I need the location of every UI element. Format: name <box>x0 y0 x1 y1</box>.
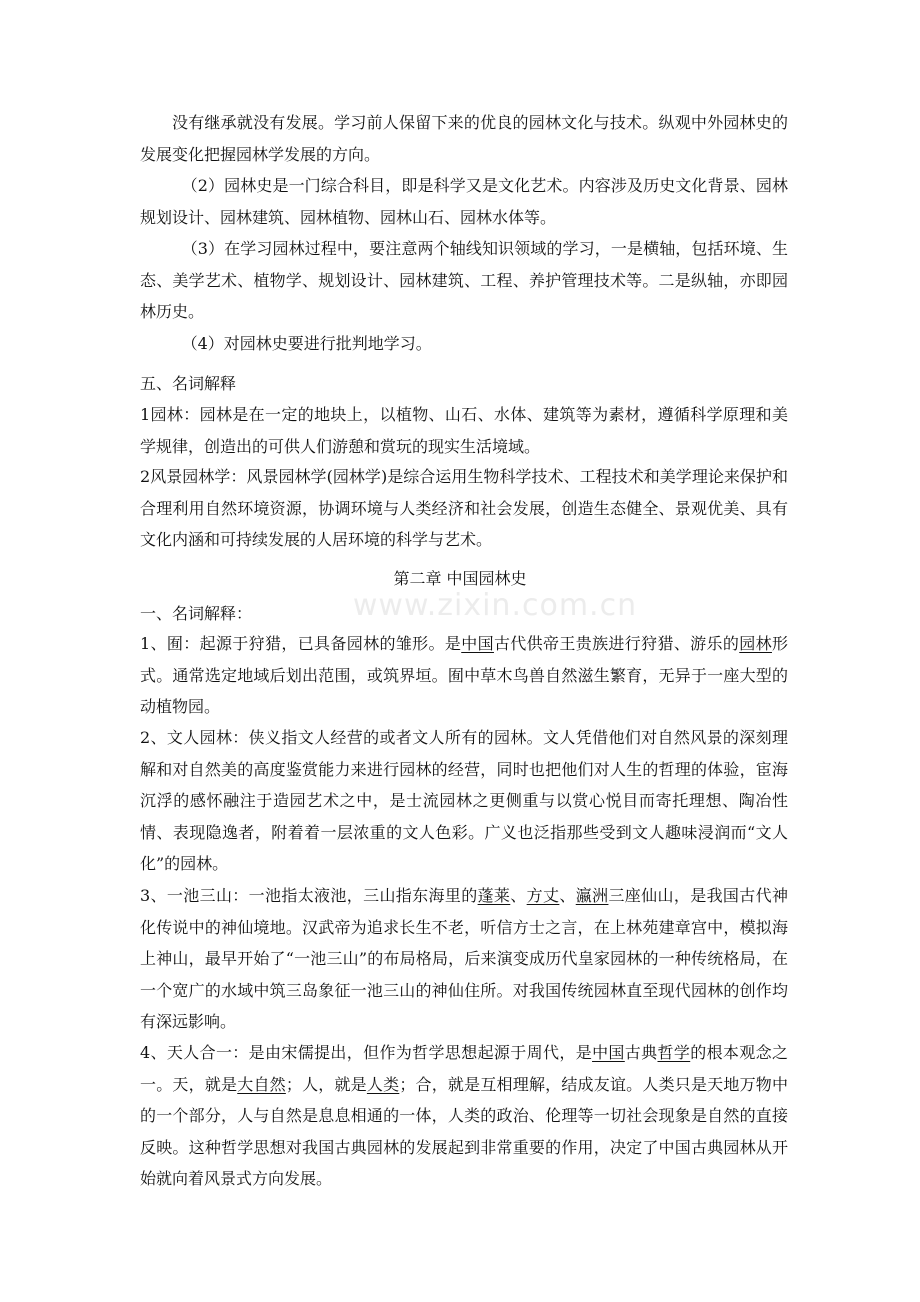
definition-text: 4、天人合一：是由宋儒提出，但作为哲学思想起源于周代，是 <box>140 1043 593 1062</box>
section-heading: 一、名词解释： <box>140 604 253 623</box>
watermark: www.zixin.com.cn <box>352 588 638 623</box>
hyperlink[interactable]: 中国 <box>461 634 494 653</box>
intro-paragraph-1: 没有继承就没有发展。学习前人保留下来的优良的园林文化与技术。纵观中外园林史的发展变化把握园林学发展的方向。 <box>140 113 788 164</box>
intro-paragraph-4: （4）对园林史要进行批判地学习。 <box>181 334 432 353</box>
definition-text: 3、一池三山：一池指太液池，三山指东海里的 <box>140 886 478 905</box>
hyperlink[interactable]: 瀛洲 <box>575 886 609 905</box>
hyperlink[interactable]: 哲学 <box>657 1043 691 1062</box>
intro-paragraph-3: （3）在学习园林过程中，要注意两个轴线知识领域的学习，一是横轴，包括环境、生态、美学艺术、植物学、规划设计、园林建筑、工程、养护管理技术等。二是纵轴，亦即园林历史。 <box>140 239 788 321</box>
definition-text: 、 <box>559 886 576 905</box>
hyperlink[interactable]: 方丈 <box>526 886 560 905</box>
definition-text: 古典 <box>624 1043 658 1062</box>
definition-text: ；合，就是互相理解，结成友谊。人类只是天地万物中的一个部分，人与自然是息息相通的一体，人类的政治、伦理等一切社会现象是自然的直接反映。这种哲学思想对我国古典园林的发展起到非常重要的作用，决定了中国古典园林从开始就向着风景式方向发展。 <box>140 1074 788 1188</box>
hyperlink[interactable]: 人类 <box>366 1074 400 1094</box>
hyperlink[interactable]: 园林 <box>739 634 772 653</box>
hyperlink[interactable]: 中国 <box>592 1043 625 1062</box>
definition-text: 1、囿：起源于狩猎，已具备园林的雏形。是 <box>140 634 462 653</box>
hyperlink[interactable]: 蓬莱 <box>477 886 511 905</box>
definition-text: ；人，就是 <box>285 1074 367 1094</box>
definition-text: 形式。通常选定地域后划出范围，或筑界垣。囿中草木鸟兽自然滋生繁育，无异于一座大型的动植物园。 <box>140 634 788 716</box>
intro-paragraph-2: （2）园林史是一门综合科目，即是科学又是文化艺术。内容涉及历史文化背景、园林规划设计、园林建筑、园林植物、园林山石、园林水体等。 <box>140 176 788 227</box>
definition-text: 、 <box>510 886 527 905</box>
definition-text: 三座仙山，是我国古代神化传说中的神仙境地。汉武帝为追求长生不老，听信方士之言，在上林苑建章宫中，模拟海上神山，最早开始了“一池三山”的布局格局，后来演变成历代皇家园林的一种传统格局，在一个宽广的水域中筑三岛象征一池三山的神仙住所。对我国传统园林直至现代园林的创作均有深远影响。 <box>140 886 788 1031</box>
term-definition <box>140 1037 788 1195</box>
term-definition: 1园林：园林是在一定的地块上，以植物、山石、水体、建筑等为素材，遵循科学原理和美学规律，创造出的可供人们游憩和赏玩的现实生活境域。 <box>140 405 788 456</box>
term-definition <box>140 880 788 1038</box>
definition-text: 古代供帝王贵族进行狩猎、游乐的 <box>493 634 740 653</box>
term-definition: 2、文人园林：侠义指文人经营的或者文人所有的园林。文人凭借他们对自然风景的深刻理解和对自然美的高度鉴赏能力来进行园林的经营，同时也把他们对人生的哲理的体验，宦海沉浮的感怀融注于造园艺术之中，是士流园林之更侧重与以赏心悦目而寄托理想、陶冶性情、表现隐逸者，附着着一层浓重的文人色彩。广义也泛指那些受到文人趣味浸润而“文人化”的园林。 <box>140 728 788 873</box>
term-definition: 2风景园林学：风景园林学(园林学)是综合运用生物科学技术、工程技术和美学理论来保护和合理利用自然环境资源，协调环境与人类经济和社会发展，创造生态健全、景观优美、具有文化内涵和可持续发展的人居环境的科学与艺术。 <box>140 467 788 549</box>
chapter-title: 第二章 中国园林史 <box>393 569 527 588</box>
term-definition <box>140 628 788 723</box>
section-heading: 五、名词解释 <box>140 374 237 393</box>
hyperlink[interactable]: 大自然 <box>237 1074 286 1094</box>
definition-text: 的根本观念之一。天，就是 <box>140 1043 788 1094</box>
